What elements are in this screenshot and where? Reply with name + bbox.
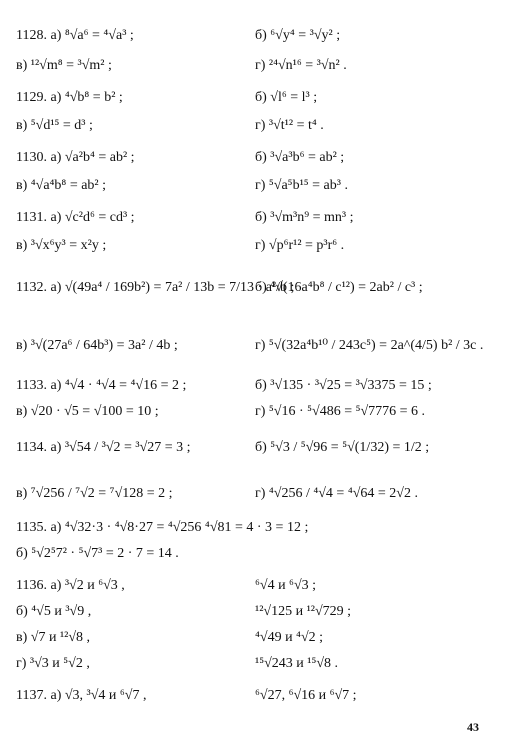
exercise-line: в) ⁵√d¹⁵ = d³ ; (16, 118, 93, 133)
exercise-line: г) ⁵√a⁵b¹⁵ = ab³ . (255, 178, 348, 193)
exercise-line: б) ⁶√y⁴ = ³√y² ; (255, 28, 341, 43)
exercise-line: ¹²√125 и ¹²√729 ; (255, 604, 352, 619)
exercise-line: в) √7 и ¹²√8 , (16, 630, 91, 645)
page-number: 43 (467, 720, 479, 734)
exercise-line: в) ³√x⁶y³ = x²y ; (16, 238, 107, 253)
exercise-line: 1135. а) ⁴√32·3 · ⁴√8·27 = ⁴√256 ⁴√81 = 4 · 3 = 12 ; (16, 520, 309, 535)
exercise-line: 1131. а) √c²d⁶ = cd³ ; (16, 210, 135, 225)
exercise-line: в) ⁷√256 / ⁷√2 = ⁷√128 = 2 ; (16, 486, 173, 501)
exercise-line: г) √p⁶r¹² = p³r⁶ . (255, 238, 345, 253)
exercise-line: 1128. а) ⁸√a⁶ = ⁴√a³ ; (16, 28, 134, 43)
exercise-line: 1129. а) ⁴√b⁸ = b² ; (16, 90, 123, 105)
exercise-line: г) ⁴√256 / ⁴√4 = ⁴√64 = 2√2 . (255, 486, 418, 501)
exercise-line: в) ¹²√m⁸ = ³√m² ; (16, 58, 112, 73)
exercise-line: б) ⁴√5 и ³√9 , (16, 604, 92, 619)
exercise-line: в) ³√(27a⁶ / 64b³) = 3a² / 4b ; (16, 338, 178, 353)
exercise-line: в) ⁴√a⁴b⁸ = ab² ; (16, 178, 107, 193)
exercise-line: 1137. а) √3, ³√4 и ⁶√7 , (16, 688, 147, 703)
exercise-line: ⁴√49 и ⁴√2 ; (255, 630, 324, 645)
exercise-line: б) ³√m³n⁹ = mn³ ; (255, 210, 354, 225)
exercise-line: в) √20 · √5 = √100 = 10 ; (16, 404, 159, 419)
exercise-line: г) ²⁴√n¹⁶ = ³√n² . (255, 58, 347, 73)
exercise-line: б) ³√a³b⁶ = ab² ; (255, 150, 345, 165)
exercise-line: 1134. а) ³√54 / ³√2 = ³√27 = 3 ; (16, 440, 191, 455)
exercise-line: б) ⁵√3 / ⁵√96 = ⁵√(1/32) = 1/2 ; (255, 440, 430, 455)
exercise-line: г) ⁵√(32a⁴b¹⁰ / 243c⁵) = 2a^(4/5) b² / 3c . (255, 338, 484, 353)
exercise-line: б) √l⁶ = l³ ; (255, 90, 318, 105)
exercise-line: б) ⁵√2⁵7² · ⁵√7³ = 2 · 7 = 14 . (16, 546, 179, 561)
exercise-line: 1132. а) √(49a⁴ / 169b²) = 7a² / 13b = 7/13 · a²/b ; (16, 280, 295, 295)
exercise-line: г) ³√t¹² = t⁴ . (255, 118, 324, 133)
exercise-line: 1136. а) ³√2 и ⁶√3 , (16, 578, 125, 593)
exercise-line: б) ⁴√(16a⁴b⁸ / c¹²) = 2ab² / c³ ; (255, 280, 423, 295)
exercise-line: г) ⁵√16 · ⁵√486 = ⁵√7776 = 6 . (255, 404, 426, 419)
exercise-line: г) ³√3 и ⁵√2 , (16, 656, 90, 671)
exercise-line: 1133. а) ⁴√4 · ⁴√4 = ⁴√16 = 2 ; (16, 378, 187, 393)
exercise-line: ⁶√4 и ⁶√3 ; (255, 578, 317, 593)
exercise-line: ⁶√27, ⁶√16 и ⁶√7 ; (255, 688, 357, 703)
exercise-line: 1130. а) √a²b⁴ = ab² ; (16, 150, 135, 165)
exercise-line: б) ³√135 · ³√25 = ³√3375 = 15 ; (255, 378, 432, 393)
exercise-line: ¹⁵√243 и ¹⁵√8 . (255, 656, 339, 671)
